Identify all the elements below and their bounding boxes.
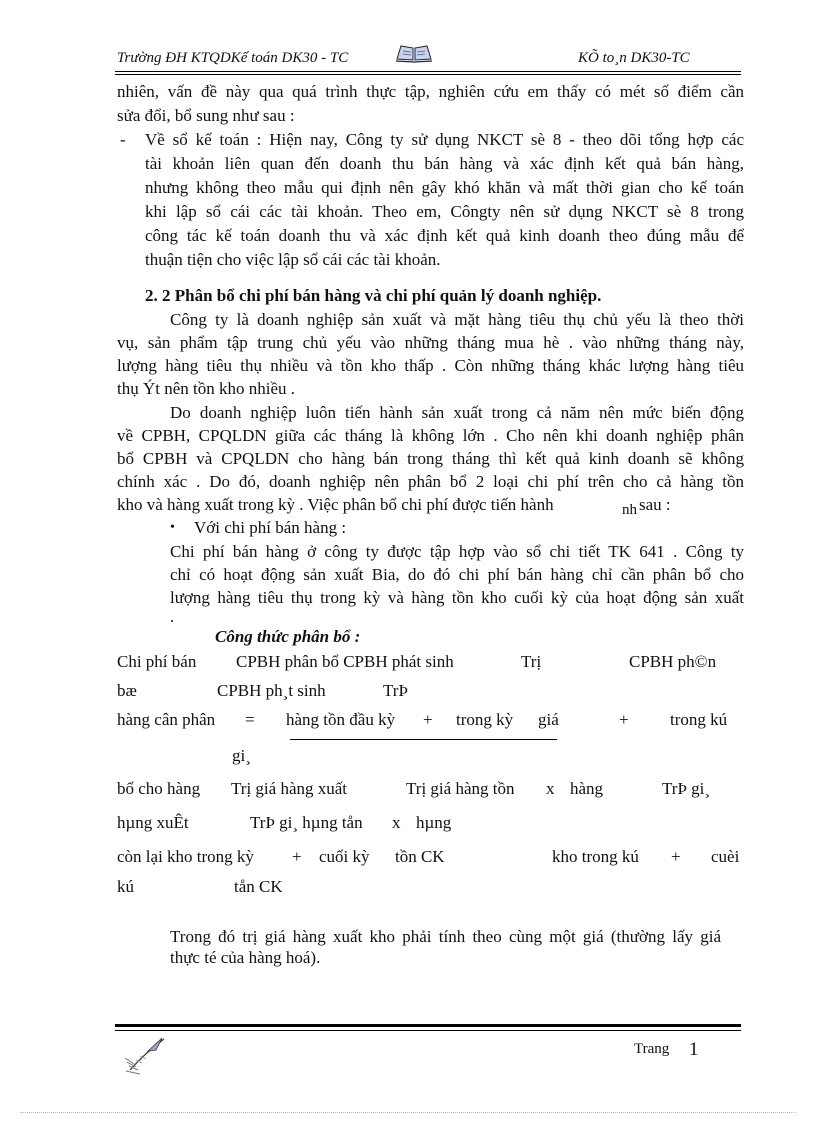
header-left-text: Trường ĐH KTQDKế toán DK30 - TC (117, 50, 349, 66)
formula-cell: tån CK (234, 877, 283, 896)
bullet-line: công tác kế toán doanh thu và xác định kết quả kinh doanh theo đúng mẫu để (145, 226, 744, 245)
formula-cell: + (671, 847, 681, 866)
formula-cell: Chi phí bán (117, 652, 197, 671)
formula-cell: trong kỳ (456, 710, 514, 729)
formula-cell: = (245, 710, 255, 729)
intro-line: sửa đổi, bổ sung như sau : (117, 106, 295, 125)
bullet-marker: - (120, 130, 126, 149)
intro-line: nhiên, vấn đề này qua quá trình thực tập, nghiên cứu em thấy có mét số điểm cần (117, 82, 744, 101)
book-logo-icon (395, 42, 433, 69)
header-right-text: KÕ to¸n DK30-TC (578, 50, 690, 66)
formula-cell: kú (117, 877, 134, 896)
formula-cell: hµng xuÊt (117, 813, 189, 832)
paragraph-line: lượng hàng tiêu thụ nhiều và tồn kho thấp . Còn những tháng khác lượng hàng tiêu (117, 356, 744, 375)
paragraph-line: về CPBH, CPQLDN giữa các tháng là không lớn . Cho nên khi doanh nghiệp phân (117, 426, 744, 445)
formula-cell: hàng tồn đầu kỳ (286, 710, 396, 729)
paragraph-fragment: nh (622, 502, 637, 518)
closing-line: thực té của hàng hoá). (170, 948, 321, 967)
formula-cell: trong kú (670, 710, 728, 729)
header-rule-thin (115, 74, 741, 75)
formula-cell: CPBH ph©n (629, 652, 717, 671)
formula-cell: bổ cho hàng (117, 779, 201, 798)
formula-cell: hàng (570, 779, 604, 798)
footer-rule (115, 1024, 741, 1027)
closing-line: Trong đó trị giá hàng xuất kho phải tính theo cùng một giá (thường lấy giá (170, 927, 721, 946)
page-label: Trang (634, 1041, 670, 1057)
formula-cell: + (292, 847, 302, 866)
paragraph-line: chính xác . Do đó, doanh nghiệp nên phân bổ 2 loại chi phí trên cho cả hàng tồn (117, 472, 744, 491)
formula-cell: cuèi (711, 847, 740, 866)
formula-cell: Trị giá hàng xuất (231, 779, 348, 798)
formula-cell: gi¸ (232, 746, 251, 765)
paragraph-line: Chi phí bán hàng ở công ty được tập hợp vào sổ chi tiết TK 641 . Công ty (170, 542, 744, 561)
section-heading: 2. 2 Phân bổ chi phí bán hàng và chi phí quản lý doanh nghiệp. (145, 286, 602, 305)
paragraph-line: vụ, sản phẩm tập trung chủ yếu vào những tháng mua hè . vào những tháng này, (117, 333, 744, 352)
formula-cell: cuối kỳ (319, 847, 370, 866)
footer-rule-thin (115, 1030, 741, 1031)
paragraph-dot: . (170, 607, 175, 626)
formula-cell: kho trong kú (552, 847, 639, 866)
formula-cell: x (392, 813, 401, 832)
formula-cell: TrÞ (383, 681, 408, 700)
bullet-line: thuận tiện cho việc lập sổ cái các tài khoản. (145, 250, 441, 269)
header-rule (115, 71, 741, 72)
formula-cell: + (619, 710, 629, 729)
formula-cell: CPBH ph¸t sinh (217, 681, 326, 700)
formula-cell: tồn CK (395, 847, 445, 866)
formula-cell: hµng (416, 813, 452, 832)
formula-cell: TrÞ gi¸ (662, 779, 711, 798)
formula-cell: bæ (117, 681, 137, 700)
paragraph-line: thụ Ýt nên tồn kho nhiều . (117, 379, 296, 398)
formula-cell: còn lại kho trong kỳ (117, 847, 254, 866)
bullet-dot: • (170, 520, 175, 535)
formula-cell: + (423, 710, 433, 729)
paragraph-line: kho và hàng xuất trong kỳ . Việc phân bổ chi phí được tiến hành (117, 495, 554, 514)
formula-cell: TrÞ gi¸ hµng tån (250, 813, 363, 832)
paragraph-line: lượng hàng tiêu thụ trong kỳ và hàng tồn kho cuối kỳ của hoạt động sản xuất (170, 588, 744, 607)
paragraph-line: Công ty là doanh nghiệp sản xuất và mặt hàng tiêu thụ chủ yếu là theo thời (170, 310, 744, 329)
formula-cell: Trị (521, 652, 542, 671)
formula-cell: hàng cân phân (117, 710, 216, 729)
bullet-label: Với chi phí bán hàng : (194, 518, 347, 537)
quill-pen-icon (122, 1036, 168, 1081)
formula-cell: x (546, 779, 555, 798)
bullet-line: tài khoản liên quan đến doanh thu bán hàng và xác định kết quả bán hàng, (145, 154, 744, 173)
bullet-line: khi lập sổ cái các tài khoản. Theo em, Côngty nên sử dụng NKCT sè 8 trong (145, 202, 744, 221)
formula-title: Công thức phân bổ : (215, 627, 361, 646)
paragraph-line-end: sau : (639, 495, 671, 514)
paragraph-line: bổ CPBH và CPQLDN cho hàng bán trong tháng thì kết quả kinh doanh sẽ không (117, 449, 744, 468)
page-number: 1 (689, 1039, 699, 1060)
fraction-bar (290, 739, 557, 740)
formula-cell: giá (538, 710, 559, 729)
paragraph-line: Do doanh nghiệp luôn tiến hành sản xuất trong cả năm nên mức biến động (170, 403, 744, 422)
bullet-line: nhưng không theo mẫu qui định nên gây khó khăn và mất thời gian cho kế toán (145, 178, 744, 197)
formula-cell: CPBH phân bổ CPBH phát sinh (236, 652, 454, 671)
page-edge-rule (20, 1112, 796, 1113)
formula-cell: Trị giá hàng tồn (406, 779, 515, 798)
bullet-line: Về sổ kế toán : Hiện nay, Công ty sử dụng NKCT sè 8 - theo dõi tổng hợp các (145, 130, 744, 149)
paragraph-line: chỉ có hoạt động sản xuất Bia, do đó chi phí bán hàng chỉ cần phân bổ cho (170, 565, 744, 584)
